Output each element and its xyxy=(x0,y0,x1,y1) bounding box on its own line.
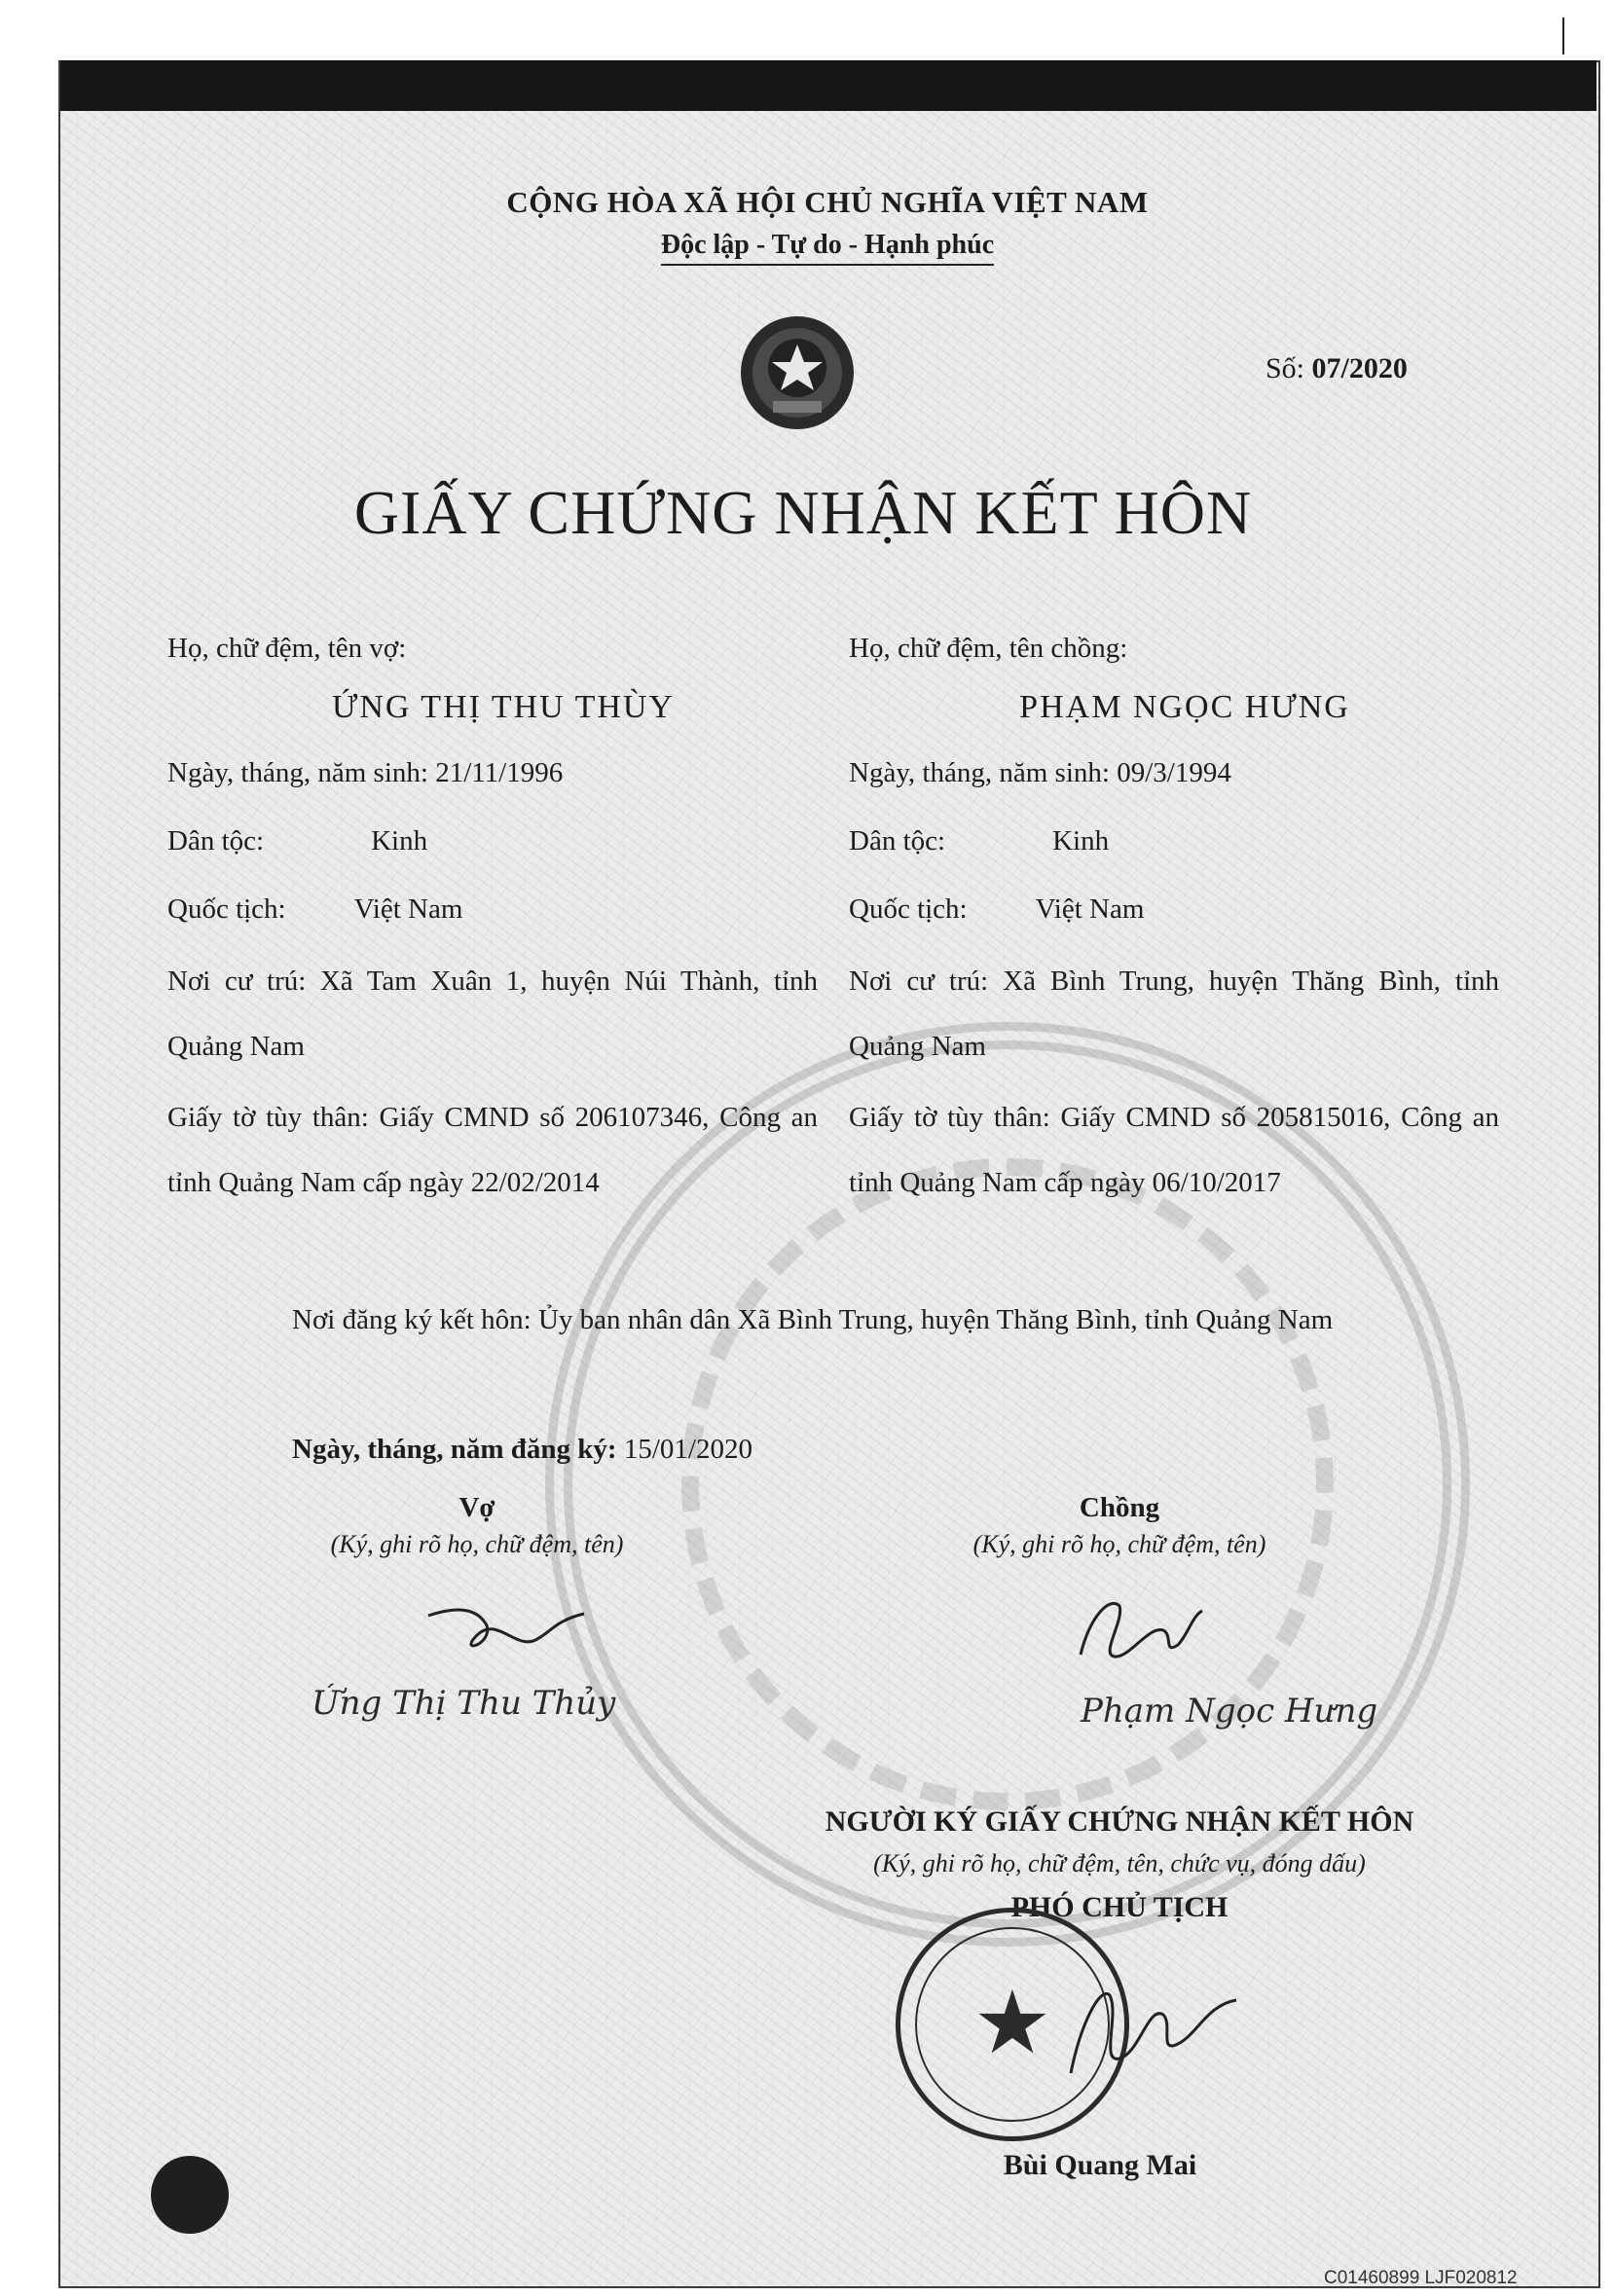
wife-residence: Nơi cư trú: Xã Tam Xuân 1, huyện Núi Thành, tỉnh Quảng Nam xyxy=(167,966,818,1062)
seal-star-icon: ★ xyxy=(972,1976,1052,2072)
wife-name: ỨNG THỊ THU THÙY xyxy=(331,689,676,725)
husband-signature xyxy=(1071,1586,1207,1674)
husband-heading: Họ, chữ đệm, tên chồng: xyxy=(849,633,1128,664)
certificate-number: Số: 07/2020 xyxy=(1266,352,1408,384)
husband-residence: Nơi cư trú: Xã Bình Trung, huyện Thăng Bình, tỉnh Quảng Nam xyxy=(849,966,1499,1062)
national-motto: Độc lập - Tự do - Hạnh phúc xyxy=(584,230,1071,261)
husband-signature-note: (Ký, ghi rõ họ, chữ đệm, tên) xyxy=(972,1530,1266,1558)
wife-handwritten-name: Ứng Thị Thu Thủy xyxy=(312,1684,616,1723)
wife-id-document: Giấy tờ tùy thân: Giấy CMND số 206107346, Công an tỉnh Quảng Nam cấp ngày 22/02/2014 xyxy=(167,1102,818,1198)
scan-top-bar xyxy=(60,60,1596,111)
husband-signature-label: Chồng xyxy=(1079,1492,1160,1523)
signer-heading: NGƯỜI KÝ GIẤY CHỨNG NHẬN KẾT HÔN xyxy=(825,1805,1414,1838)
national-title: CỘNG HÒA XÃ HỘI CHỦ NGHĨA VIỆT NAM xyxy=(506,185,1149,219)
wife-signature xyxy=(419,1596,594,1674)
national-emblem-icon xyxy=(738,313,857,432)
husband-nationality: Quốc tịch: Việt Nam xyxy=(849,893,1145,925)
document-title: GIẤY CHỨNG NHẬN KẾT HÔN xyxy=(353,478,1253,547)
signer-signature xyxy=(1051,1966,1246,2093)
husband-name: PHẠM NGỌC HƯNG xyxy=(1019,689,1350,725)
wife-signature-label: Vợ xyxy=(459,1492,495,1523)
scan-edge-mark xyxy=(1562,18,1564,55)
husband-handwritten-name: Phạm Ngọc Hưng xyxy=(1081,1692,1378,1731)
husband-id-document: Giấy tờ tùy thân: Giấy CMND số 205815016, Công an tỉnh Quảng Nam cấp ngày 06/10/2017 xyxy=(849,1102,1499,1198)
page-corner-mark xyxy=(151,2156,229,2234)
wife-signature-note: (Ký, ghi rõ họ, chữ đệm, tên) xyxy=(330,1530,624,1558)
wife-heading: Họ, chữ đệm, tên vợ: xyxy=(167,633,407,664)
registration-place: Nơi đăng ký kết hôn: Ủy ban nhân dân Xã Bình Trung, huyện Thăng Bình, tỉnh Quảng Nam xyxy=(292,1304,1334,1335)
document-serial-code: C01460899 LJF020812 xyxy=(1324,2268,1518,2288)
husband-ethnicity: Dân tộc: Kinh xyxy=(849,825,1110,856)
signer-name: Bùi Quang Mai xyxy=(1003,2149,1197,2181)
signer-note: (Ký, ghi rõ họ, chữ đệm, tên, chức vụ, đóng dấu) xyxy=(873,1849,1366,1877)
registration-date: Ngày, tháng, năm đăng ký: 15/01/2020 xyxy=(292,1434,752,1465)
wife-ethnicity: Dân tộc: Kinh xyxy=(167,825,428,856)
signer-position: PHÓ CHỦ TỊCH xyxy=(1010,1891,1229,1923)
husband-birth: Ngày, tháng, năm sinh: 09/3/1994 xyxy=(849,757,1231,788)
wife-birth: Ngày, tháng, năm sinh: 21/11/1996 xyxy=(167,757,564,788)
wife-nationality: Quốc tịch: Việt Nam xyxy=(167,893,463,925)
